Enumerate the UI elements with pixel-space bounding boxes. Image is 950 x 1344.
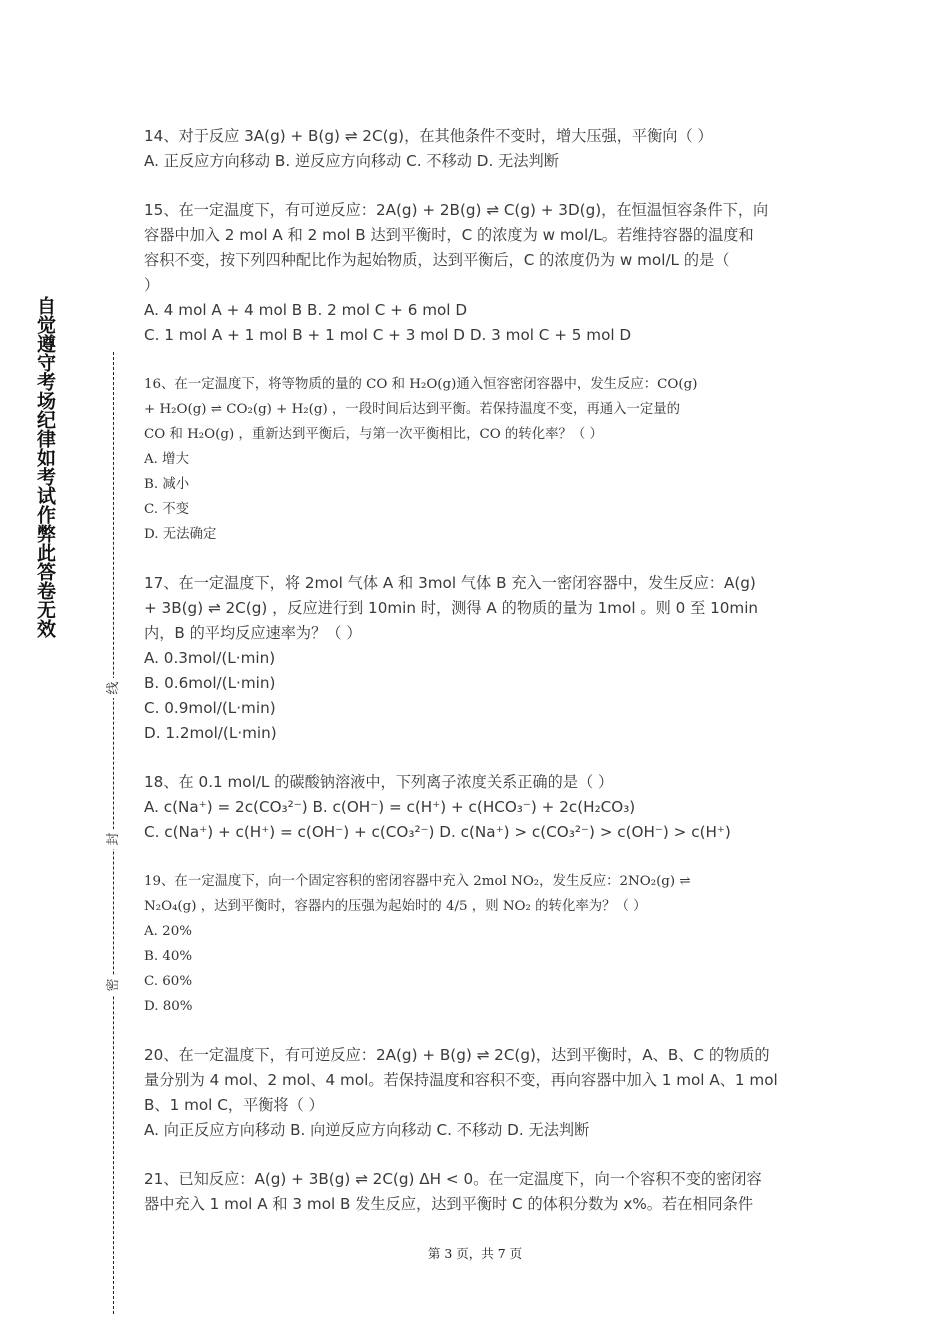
question-21 [144,1167,814,1217]
question-stem: 19、在一定温度下，向一个固定容积的密闭容器中充入 2mol NO₂，发生反应：2NO₂(g) ⇌ [144,874,691,889]
option-c: C. 0.9mol/(L·min) [144,699,276,717]
question-stem: + 3B(g) ⇌ 2C(g) ，反应进行到 10min 时，测得 A 的物质的量为 1mol 。则 0 至 10min [144,599,759,617]
option-b: B. 减小 [144,477,190,492]
option-a: A. 0.3mol/(L·min) [144,649,276,667]
option-a: A. 增大 [144,452,189,467]
question-stem: 16、在一定温度下，将等物质的量的 CO 和 H₂O(g)通入恒容密闭容器中，发生反应：CO(g) [144,377,698,392]
question-stem: 器中充入 1 mol A 和 3 mol B 发生反应，达到平衡时 C 的体积分数为 x%。若在相同条件 [144,1195,754,1213]
question-options: A. c(Na⁺) = 2c(CO₃²⁻) B. c(OH⁻) = c(H⁺) + c(HCO₃⁻) + 2c(H₂CO₃) [144,798,636,816]
page-indicator: 第 3 页，共 7 页 [427,1246,523,1261]
question-stem: 容积不变，按下列四种配比作为起始物质，达到平衡后，C 的浓度仍为 w mol/L 的是（ [144,251,730,269]
question-16 [144,372,814,547]
question-15 [144,198,814,348]
option-c: C. 不变 [144,502,190,517]
question-stem: 量分别为 4 mol、2 mol、4 mol。若保持温度和容积不变，再向容器中加入 1 mol A、1 mol [144,1071,778,1089]
question-options: A. 4 mol A + 4 mol B B. 2 mol C + 6 mol D [144,301,468,319]
option-a: A. 20% [144,924,192,939]
option-c: C. 60% [144,974,193,989]
option-b: B. 0.6mol/(L·min) [144,674,276,692]
question-stem: N₂O₄(g) ，达到平衡时，容器内的压强为起始时的 4/5 ，则 NO₂ 的转化率为？（ ） [144,899,647,914]
question-options: A. 向正反应方向移动 B. 向逆反应方向移动 C. 不移动 D. 无法判断 [144,1121,590,1139]
question-stem: CO 和 H₂O(g) ，重新达到平衡后，与第一次平衡相比，CO 的转化率？（ ） [144,427,603,442]
question-stem: 17、在一定温度下，将 2mol 气体 A 和 3mol 气体 B 充入一密闭容器中，发生反应：A(g) [144,574,756,592]
question-stem: 容器中加入 2 mol A 和 2 mol B 达到平衡时，C 的浓度为 w mol/L。若维持容器的温度和 [144,226,754,244]
question-stem: + H₂O(g) ⇌ CO₂(g) + H₂(g) ，一段时间后达到平衡。若保持温度不变，再通入一定量的 [144,402,681,417]
option-b: B. 40% [144,949,193,964]
question-options: C. 1 mol A + 1 mol B + 1 mol C + 3 mol D D. 3 mol C + 5 mol D [144,326,632,344]
question-options: A. 正反应方向移动 B. 逆反应方向移动 C. 不移动 D. 无法判断 [144,152,559,170]
question-18 [144,770,814,845]
question-stem: 20、在一定温度下，有可逆反应：2A(g) + B(g) ⇌ 2C(g)，达到平衡时，A、B、C 的物质的 [144,1046,770,1064]
question-14 [144,124,814,174]
option-d: D. 1.2mol/(L·min) [144,724,277,742]
question-17 [144,571,814,746]
question-stem: 14、对于反应 3A(g) + B(g) ⇌ 2C(g)，在其他条件不变时，增大压强，平衡向（ ） [144,127,713,145]
option-d: D. 80% [144,999,193,1014]
question-stem: 内，B 的平均反应速率为？（ ） [144,624,362,642]
option-d: D. 无法确定 [144,527,217,542]
question-stem: 15、在一定温度下，有可逆反应：2A(g) + 2B(g) ⇌ C(g) + 3D(g)，在恒温恒容条件下，向 [144,201,769,219]
question-stem: ） [144,276,160,294]
question-20 [144,1043,814,1143]
question-stem: 21、已知反应：A(g) + 3B(g) ⇌ 2C(g) ΔH < 0。在一定温度下，向一个容积不变的密闭容 [144,1170,762,1188]
question-stem: B、1 mol C，平衡将（ ） [144,1096,324,1114]
question-stem: 18、在 0.1 mol/L 的碳酸钠溶液中，下列离子浓度关系正确的是（ ） [144,773,614,791]
exam-discipline-notice: 自觉遵守考场纪律如考试作弊此答卷无效 [34,296,56,638]
question-list [144,124,814,1217]
binding-label-line: 线 [104,678,124,698]
binding-label-seal: 封 [104,829,124,849]
question-options: C. c(Na⁺) + c(H⁺) = c(OH⁻) + c(CO₃²⁻) D. c(Na⁺) > c(CO₃²⁻) > c(OH⁻) > c(H⁺) [144,823,731,841]
binding-label-secret: 密 [104,975,124,995]
question-19 [144,869,814,1019]
